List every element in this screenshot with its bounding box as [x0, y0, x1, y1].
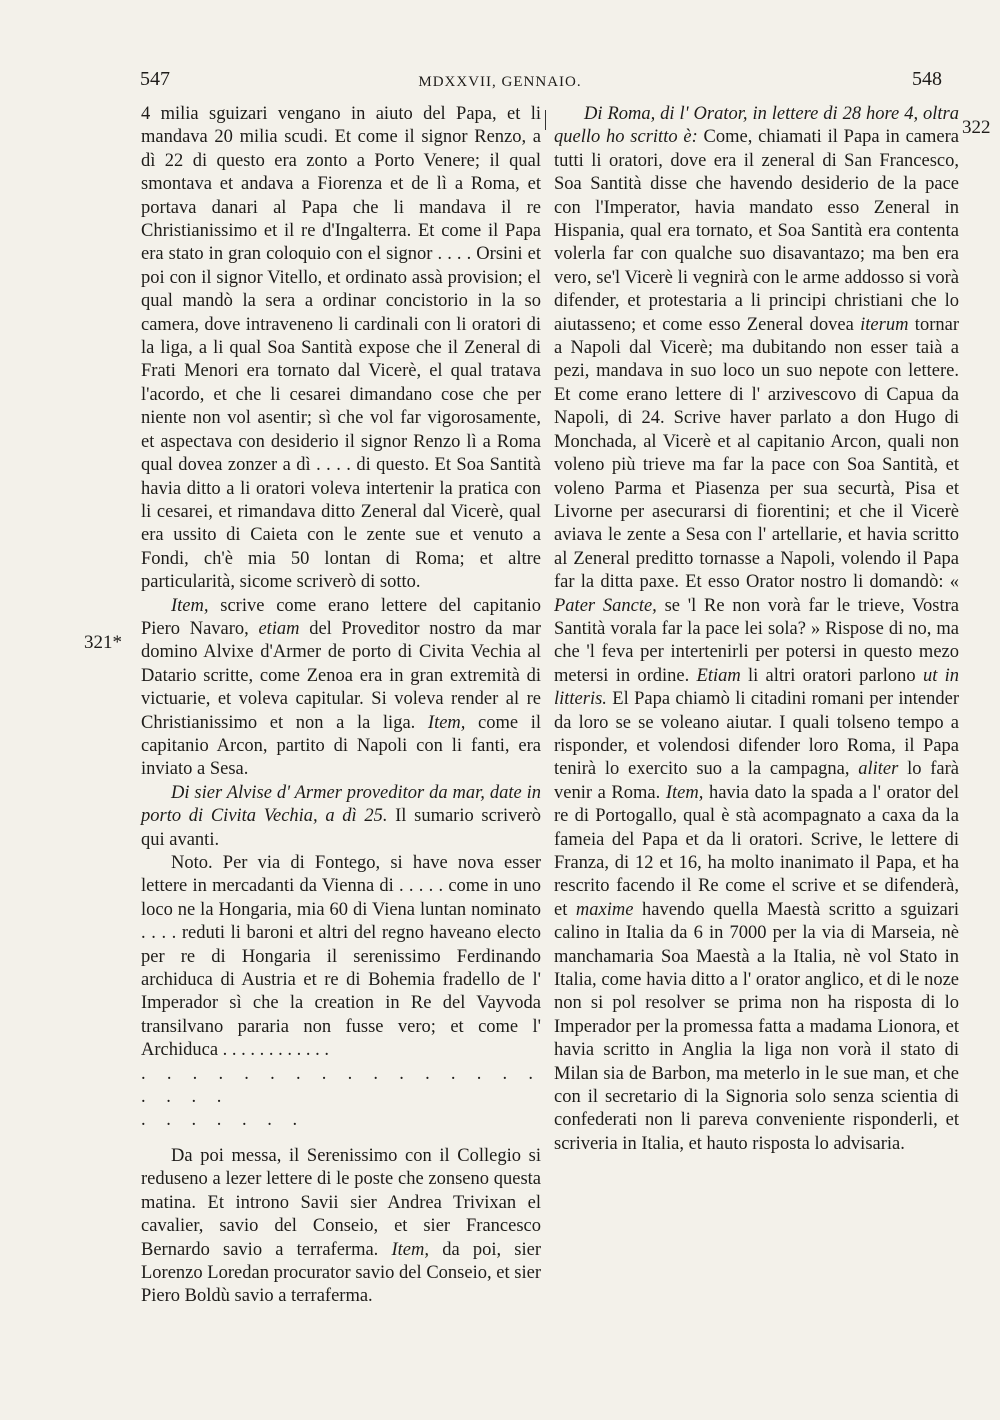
paragraph — [141, 782, 541, 852]
text: lo farà venir a Roma. — [554, 759, 959, 803]
running-title: MDXXVII, GENNAIO. — [418, 74, 582, 90]
italic-term: maxime — [575, 899, 634, 920]
italic-term: aliter — [858, 759, 899, 780]
paragraph — [141, 1145, 541, 1309]
paragraph: 4 milia sguizari vengano in aiuto del Papa, et li mandava 20 milia scudi. Et come il signor Renzo, a dì 22 di questo era zonto a Porto Venere; il qual smontava et andava a Fiorenza et de lì a Roma, et portava danari al Papa che li mandava il re Christianissimo et il re d'Ingalterra. Et come il Papa era stato in gran coloquio con el signor . . . . Orsini et poi con il signor Vitello, et ordinato assà provision; el qual mandò la sera a ordinar concistorio in la so camera, dove intraveneno li cardinali con li oratori di la liga, a li qual Soa Santità expose che il Zeneral di Frati Menori era tornato dal Vicerè, el qual tratava l'acordo, et che li cesarei dimandano cose che per niente non vol asentir; sì che vol far vigorosamente, et aspectava con desiderio il signor Renzo lì a Roma qual dovea zonzer a dì . . . . di questo. Et Soa Santità havia ditto a li oratori voleva intertenir la pratica con li cesarei, et rimandava ditto Zeneral dal Vicerè, qual era ussito di Caieta con le zente sue et venuto a Fondi, ch'è mia 50 lontan di Roma; et altre particularità, sicome scriverò di sotto. — [141, 104, 541, 593]
page-number-right: 548 — [912, 68, 942, 90]
text: Come, chiamati il Papa in camera tutti li oratori, dove era il zeneral di San Francesco, Soa Santità disse che havendo desiderio de la pace con l'Imperator, havia mandato esso Zeneral in Hispania, qual era tornato, et Soa Santità era contenta volerla far con qualche suo disavantazo; ma ben era vero, se'l Vicerè li vegnirà con le arme addosso si vorà difender, et protestaria a li principi christiani che lo aiutasseno; et come esso Zeneral dovea — [554, 127, 959, 335]
spacer — [141, 1133, 541, 1145]
italic-term: ut in litteris. — [554, 665, 959, 710]
italic-term: Item, — [391, 1239, 429, 1260]
margin-note-right: 322 — [962, 117, 991, 138]
margin-note-left: 321* — [84, 632, 122, 653]
ellipsis-line: . . . . . . . . . . . . . . . . . . . . — [141, 1063, 541, 1108]
text: del Proveditor nostro da mar domino Alvixe d'Armer de porto di Civita Vechia al Datario scritte, come Zenoa era in gran extremità di victuarie, et voleva capitular. Si voleva render al re Christianissimo et non a la liga. — [141, 618, 541, 733]
text: li altri oratori parlono — [740, 665, 923, 686]
column-divider — [545, 110, 546, 130]
page-number-left: 547 — [140, 68, 170, 90]
italic-heading: Di sier Alvise d' Armer proveditor da mar, date in porto di Civita Vechia, a dì 25. — [141, 782, 541, 827]
text: come il capitanio Arcon, partito di Napoli con li fanti, era inviato a Sesa. — [141, 712, 541, 780]
italic-term: etiam — [258, 618, 300, 639]
left-column — [141, 103, 541, 1309]
italic-term: Item, — [427, 712, 466, 733]
italic-term: iterum — [860, 314, 909, 335]
text: se 'l Re non vorà far le trieve, Vostra Santità vorala far la pace lei sola? » Rispose di no, ma che 'l feva per intertenirli per potersi in questo mezo metersi in ordine. — [554, 595, 959, 686]
italic-heading: Di Roma, di l' Orator, in lettere di 28 hore 4, oltra quello ho scritto è: — [554, 104, 959, 148]
right-column — [554, 103, 959, 1156]
paragraph: Noto. Per via di Fontego, si have nova esser lettere in mercadanti da Vienna di . . . . . come in uno loco ne la Hongaria, mia 60 di Viena luntan nominato . . . . reduti li baroni et altri del regno haveano electo per re di Hongaria il serenissimo Ferdinando archiduca di Austria et re di Bohemia fradello de l' Imperador sì che la creation in Re del Vayvoda transilvano pararia non fusse vero; et come l' Archiduca . . . . . . . . . . . . — [141, 853, 541, 1061]
text: havendo quella Maestà scritto a sguizari calino in Italia da 6 in 7000 per la via di Marseia, nè manchamaria Soa Maestà a la Italia, nè vol Stato in Italia, come havia ditto a l' orator anglico, et di le noze non si pol resolver se prima non ha risposta di lo Imperador per la promessa fatta a madama Lionora, et havia scritto in Anglia la liga non vorà il stato di Milan sia de Barbon, ma meterlo in le sue man, et che con il secretario di la Signoria solo senza scientia di confederati non li pareva conveniente risponderli, et scriveria in Italia, et hauto risposta lo advisaria. — [554, 899, 960, 1154]
text: tornar a Napoli dal Vicerè; ma dubitando non esser taià a pezi, mandava in suo loco un suo nepote con lettere. Et come erano lettere di l' arzivescovo di Capua da Napoli, di 24. Scrive haver parlato a don Hugo di Monchada, al Vicerè et al capitanio Arcon, quali non voleno più trieve ma far la pace con Soa Santità, et voleno Parma et Piasenza per sua securtà, Pisa et Livorne per asecurarsi di fiorentini; et che il Vicerè aviava le zente a Sesa con l' artellarie, et havia scritto al Zeneral preditto tornasse a Napoli, volendo il Papa far la ditta paxe. Et esso Orator nostro li domandò: « — [554, 314, 959, 593]
text: da poi, sier Lorenzo Loredan procurator savio del Conseio, et sier Piero Boldù savio a terraferma. — [141, 1239, 541, 1307]
text: El Papa chiamò li citadini romani per intender da loro se se voleano aiutar. I quali tolseno tempo a risponder, et volendosi difender loro Roma, il Papa tenirà lo exercito suo a la campagna, — [554, 689, 959, 780]
italic-term: Etiam — [696, 665, 741, 686]
paragraph — [141, 595, 541, 782]
paragraph — [554, 103, 959, 1156]
ellipsis-line: . . . . . . . — [141, 1110, 306, 1131]
italic-term: Item, — [171, 595, 209, 616]
text: Il sumario scriverò qui avanti. — [141, 806, 541, 850]
text: scrive come erano lettere del capitanio Piero Navaro, — [141, 595, 541, 639]
text: Da poi messa, il Serenissimo con il Collegio si reduseno a lezer lettere di le poste che zonseno questa matina. Et introno Savii sier Andrea Trivixan el cavalier, savio del Conseio, et sier Francesco Bernardo savio a terraferma. — [141, 1145, 541, 1260]
italic-term: Pater Sancte, — [554, 595, 657, 616]
italic-term: Item, — [665, 782, 704, 803]
text: havia dato la spada a l' orator del re di Portogallo, qual è stà acompagnato a caxa da la fameia del Papa et da li oratori. Scrive, le lettere di Franza, di 12 et 16, ha molto inanimato il Papa, et ha rescrito facendo il Re come el scrive et se difenderà, et — [554, 782, 959, 920]
